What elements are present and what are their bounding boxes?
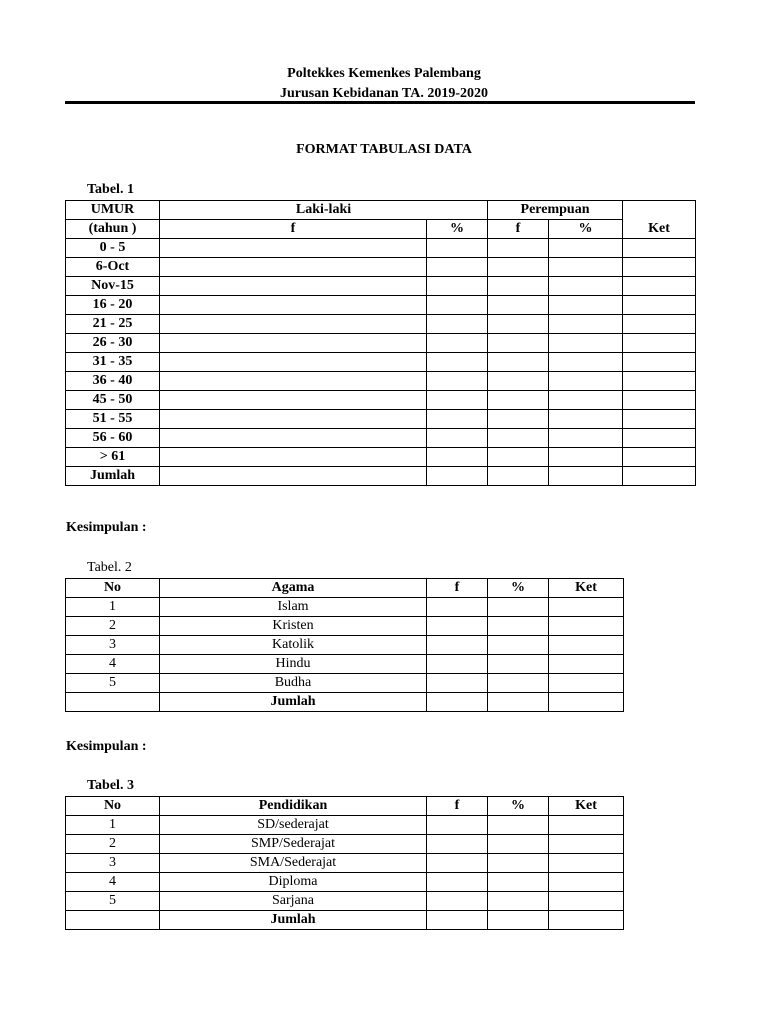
- table-row: [66, 617, 624, 636]
- empty-cell: [623, 429, 696, 448]
- institution-name: Poltekkes Kemenkes Palembang: [287, 66, 481, 81]
- table2-header-row: [66, 579, 624, 598]
- no-cell: 1: [66, 816, 160, 835]
- age-cell: 45 - 50: [66, 391, 160, 410]
- table1-header-row2: [66, 220, 696, 239]
- empty-cell: [488, 674, 549, 693]
- label-cell: Diploma: [160, 873, 427, 892]
- table-row: [66, 674, 624, 693]
- empty-cell: [549, 448, 623, 467]
- table-row: [66, 636, 624, 655]
- agama-header: Agama: [160, 579, 427, 598]
- empty-cell: [427, 835, 488, 854]
- f-header: f: [427, 797, 488, 816]
- laki-header: Laki-laki: [160, 201, 488, 220]
- empty-cell: [488, 693, 549, 712]
- empty-cell: [427, 854, 488, 873]
- laki-pct-header: %: [427, 220, 488, 239]
- no-cell: 4: [66, 655, 160, 674]
- empty-cell: [427, 410, 488, 429]
- header-rule: [65, 101, 695, 104]
- empty-cell: [427, 353, 488, 372]
- table-row: [66, 816, 624, 835]
- empty-cell: [427, 448, 488, 467]
- empty-cell: [488, 816, 549, 835]
- empty-cell: [549, 854, 624, 873]
- page-title: FORMAT TABULASI DATA: [296, 142, 472, 157]
- empty-cell: [549, 277, 623, 296]
- empty-cell: [427, 372, 488, 391]
- table-row: [66, 353, 696, 372]
- empty-cell: [488, 315, 549, 334]
- age-cell: Nov-15: [66, 277, 160, 296]
- total-cell: Jumlah: [160, 693, 427, 712]
- empty-cell: [488, 835, 549, 854]
- empty-cell: [549, 617, 624, 636]
- empty-cell: [160, 258, 427, 277]
- age-cell: > 61: [66, 448, 160, 467]
- empty-cell: [427, 873, 488, 892]
- empty-cell: [160, 315, 427, 334]
- empty-cell: [160, 391, 427, 410]
- empty-cell: [427, 315, 488, 334]
- empty-cell: [488, 598, 549, 617]
- empty-cell: [623, 448, 696, 467]
- perempuan-f-header: f: [488, 220, 549, 239]
- empty-cell: [623, 353, 696, 372]
- age-cell: 6-Oct: [66, 258, 160, 277]
- table3-caption: Tabel. 3: [87, 778, 134, 793]
- perempuan-header: Perempuan: [488, 201, 623, 220]
- empty-cell: [623, 391, 696, 410]
- empty-cell: [160, 277, 427, 296]
- kesimpulan-label: Kesimpulan :: [66, 520, 147, 535]
- empty-cell: [549, 315, 623, 334]
- empty-cell: [549, 410, 623, 429]
- ket-header: Ket: [549, 797, 624, 816]
- empty-cell: [549, 674, 624, 693]
- empty-cell: [623, 334, 696, 353]
- empty-cell: [549, 873, 624, 892]
- empty-cell: [427, 258, 488, 277]
- age-cell: 26 - 30: [66, 334, 160, 353]
- empty-cell: [549, 429, 623, 448]
- empty-cell: [549, 636, 624, 655]
- age-cell: 51 - 55: [66, 410, 160, 429]
- table-row: [66, 655, 624, 674]
- table3-header-row: [66, 797, 624, 816]
- no-header: No: [66, 579, 160, 598]
- empty-cell: [623, 277, 696, 296]
- table-row: [66, 448, 696, 467]
- pct-header: %: [488, 579, 549, 598]
- table2: [65, 578, 624, 712]
- table1-caption: Tabel. 1: [87, 182, 134, 197]
- empty-cell: [623, 372, 696, 391]
- empty-cell: [488, 277, 549, 296]
- empty-cell: [549, 296, 623, 315]
- empty-cell: [427, 816, 488, 835]
- table-row: [66, 315, 696, 334]
- table1-header-row1: [66, 201, 696, 220]
- empty-cell: [160, 410, 427, 429]
- empty-cell: [488, 429, 549, 448]
- table-row: [66, 410, 696, 429]
- empty-cell: [427, 892, 488, 911]
- empty-cell: [427, 239, 488, 258]
- empty-cell: [549, 334, 623, 353]
- empty-cell: [488, 391, 549, 410]
- label-cell: SMP/Sederajat: [160, 835, 427, 854]
- empty-cell: [427, 429, 488, 448]
- table-row: [66, 334, 696, 353]
- table-row: [66, 277, 696, 296]
- laki-f-header: f: [160, 220, 427, 239]
- empty-cell: [549, 239, 623, 258]
- perempuan-pct-header: %: [549, 220, 623, 239]
- empty-cell: [160, 353, 427, 372]
- empty-cell: [427, 655, 488, 674]
- empty-cell: [427, 334, 488, 353]
- empty-cell: [623, 239, 696, 258]
- no-cell: 5: [66, 892, 160, 911]
- empty-cell: [488, 448, 549, 467]
- age-cell: 56 - 60: [66, 429, 160, 448]
- label-cell: SD/sederajat: [160, 816, 427, 835]
- label-cell: Katolik: [160, 636, 427, 655]
- empty-cell: [549, 353, 623, 372]
- empty-cell: [488, 467, 549, 486]
- empty-cell: [66, 693, 160, 712]
- empty-cell: [623, 258, 696, 277]
- empty-cell: [488, 873, 549, 892]
- empty-cell: [488, 892, 549, 911]
- empty-cell: [549, 391, 623, 410]
- empty-cell: [427, 277, 488, 296]
- empty-cell: [549, 911, 624, 930]
- total-cell: Jumlah: [66, 467, 160, 486]
- empty-cell: [427, 598, 488, 617]
- label-cell: Budha: [160, 674, 427, 693]
- kesimpulan-label: Kesimpulan :: [66, 739, 147, 754]
- empty-cell: [549, 467, 623, 486]
- label-cell: Islam: [160, 598, 427, 617]
- label-cell: Sarjana: [160, 892, 427, 911]
- umur-header: UMUR: [66, 201, 160, 220]
- empty-cell: [160, 239, 427, 258]
- label-cell: SMA/Sederajat: [160, 854, 427, 873]
- empty-cell: [549, 372, 623, 391]
- empty-cell: [488, 911, 549, 930]
- ket-header: Ket: [623, 201, 696, 239]
- empty-cell: [549, 655, 624, 674]
- empty-cell: [488, 334, 549, 353]
- table-row: [66, 911, 624, 930]
- empty-cell: [488, 353, 549, 372]
- empty-cell: [549, 258, 623, 277]
- age-cell: 21 - 25: [66, 315, 160, 334]
- f-header: f: [427, 579, 488, 598]
- no-cell: 4: [66, 873, 160, 892]
- empty-cell: [549, 892, 624, 911]
- empty-cell: [427, 296, 488, 315]
- empty-cell: [549, 835, 624, 854]
- empty-cell: [488, 239, 549, 258]
- empty-cell: [623, 315, 696, 334]
- empty-cell: [488, 617, 549, 636]
- ket-header: Ket: [549, 579, 624, 598]
- table-row: [66, 239, 696, 258]
- age-cell: 0 - 5: [66, 239, 160, 258]
- empty-cell: [160, 296, 427, 315]
- empty-cell: [160, 334, 427, 353]
- empty-cell: [488, 258, 549, 277]
- table3: [65, 796, 624, 930]
- empty-cell: [488, 410, 549, 429]
- empty-cell: [623, 410, 696, 429]
- table-row: [66, 835, 624, 854]
- no-header: No: [66, 797, 160, 816]
- age-cell: 16 - 20: [66, 296, 160, 315]
- empty-cell: [66, 911, 160, 930]
- no-cell: 3: [66, 636, 160, 655]
- empty-cell: [427, 467, 488, 486]
- table-row: [66, 693, 624, 712]
- tahun-header: (tahun ): [66, 220, 160, 239]
- empty-cell: [488, 296, 549, 315]
- empty-cell: [488, 854, 549, 873]
- no-cell: 3: [66, 854, 160, 873]
- table-row: [66, 873, 624, 892]
- department-name: Jurusan Kebidanan TA. 2019-2020: [280, 86, 488, 101]
- empty-cell: [160, 372, 427, 391]
- table-row: [66, 258, 696, 277]
- empty-cell: [549, 693, 624, 712]
- empty-cell: [623, 296, 696, 315]
- table1: [65, 200, 696, 486]
- table-row: [66, 854, 624, 873]
- table-row: [66, 391, 696, 410]
- empty-cell: [549, 816, 624, 835]
- age-cell: 31 - 35: [66, 353, 160, 372]
- empty-cell: [427, 617, 488, 636]
- no-cell: 5: [66, 674, 160, 693]
- table-row: [66, 467, 696, 486]
- table-row: [66, 296, 696, 315]
- empty-cell: [427, 636, 488, 655]
- empty-cell: [160, 429, 427, 448]
- no-cell: 2: [66, 835, 160, 854]
- table-row: [66, 892, 624, 911]
- empty-cell: [427, 391, 488, 410]
- no-cell: 1: [66, 598, 160, 617]
- empty-cell: [488, 636, 549, 655]
- table-row: [66, 598, 624, 617]
- empty-cell: [623, 467, 696, 486]
- table2-caption: Tabel. 2: [87, 560, 132, 575]
- table-row: [66, 372, 696, 391]
- pendidikan-header: Pendidikan: [160, 797, 427, 816]
- no-cell: 2: [66, 617, 160, 636]
- table-row: [66, 429, 696, 448]
- total-cell: Jumlah: [160, 911, 427, 930]
- empty-cell: [427, 693, 488, 712]
- label-cell: Hindu: [160, 655, 427, 674]
- empty-cell: [427, 911, 488, 930]
- empty-cell: [488, 372, 549, 391]
- empty-cell: [549, 598, 624, 617]
- label-cell: Kristen: [160, 617, 427, 636]
- pct-header: %: [488, 797, 549, 816]
- empty-cell: [427, 674, 488, 693]
- empty-cell: [160, 448, 427, 467]
- empty-cell: [488, 655, 549, 674]
- age-cell: 36 - 40: [66, 372, 160, 391]
- empty-cell: [160, 467, 427, 486]
